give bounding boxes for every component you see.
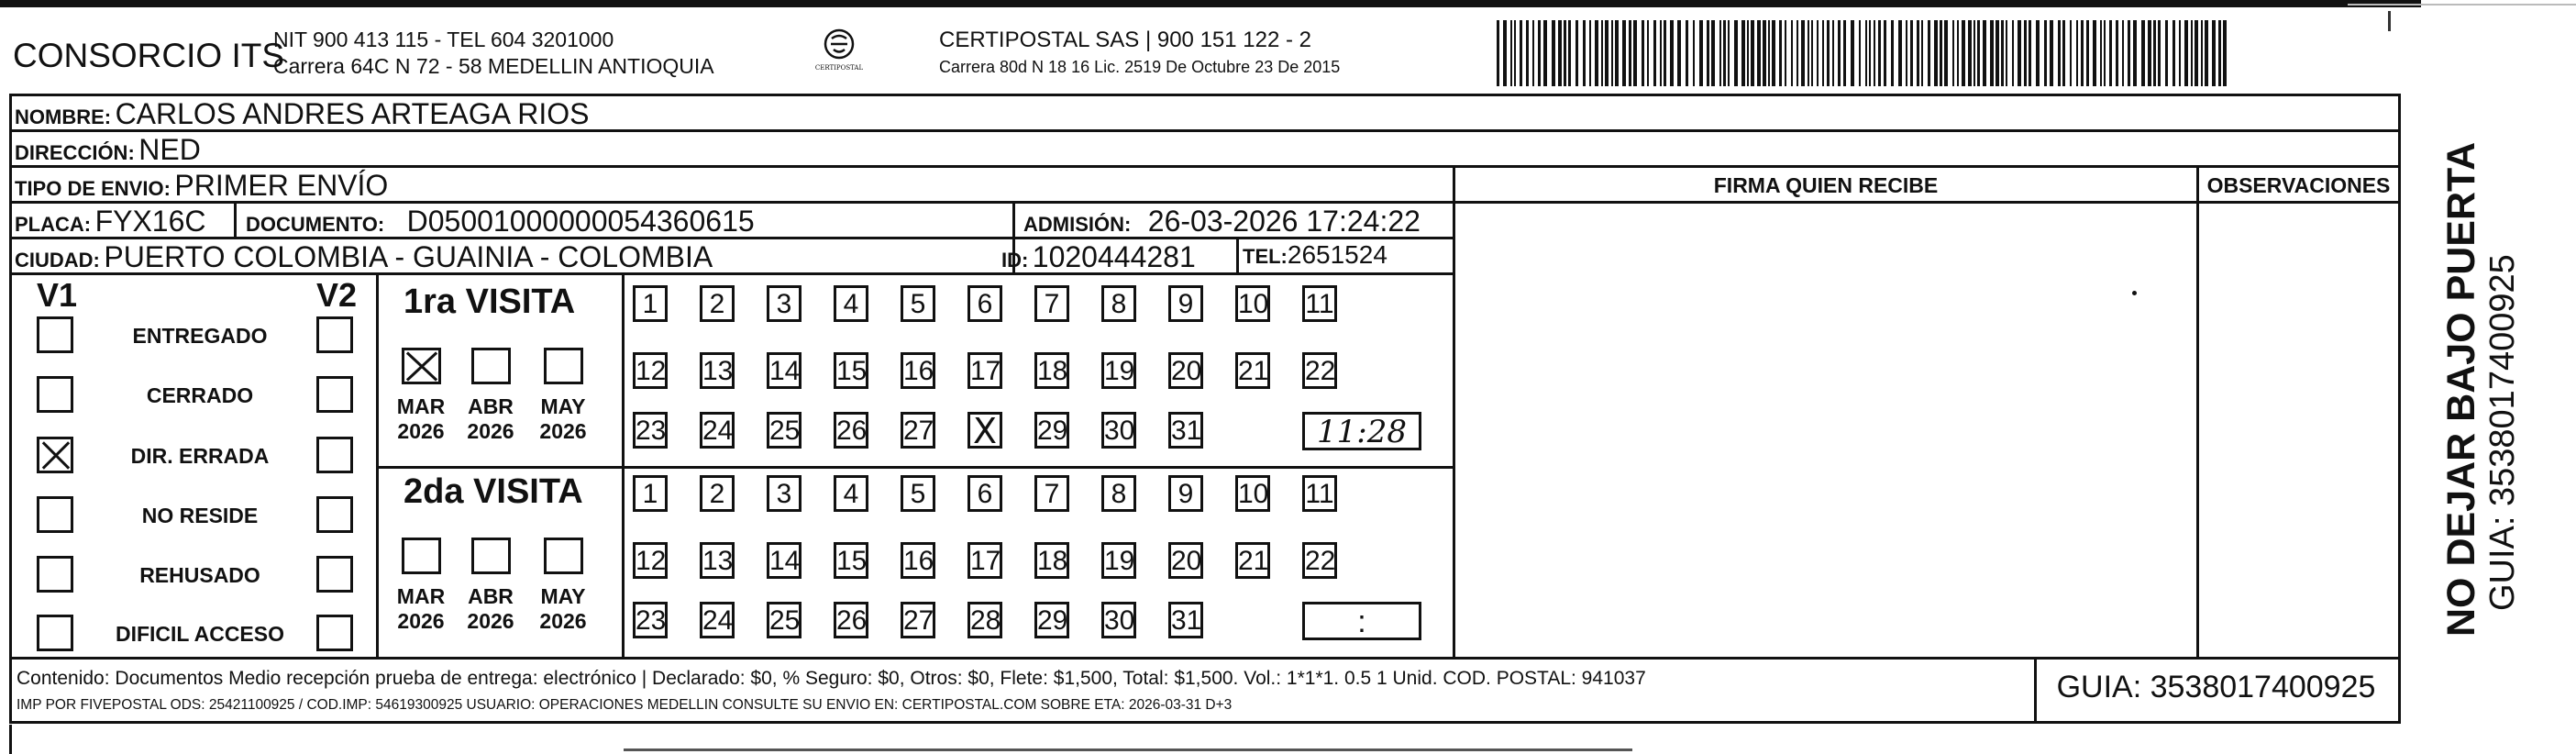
barcode-bar [1503,20,1507,86]
company-address: Carrera 64C N 72 - 58 MEDELLIN ANTIOQUIA [273,54,714,78]
barcode-bar [1741,20,1745,86]
visita2-day-box[interactable]: 26 [834,602,868,638]
status-label: NO RESIDE [141,504,259,527]
carrier-name: CERTIPOSTAL SAS | 900 151 122 - 2 [939,28,1311,52]
visita1-month-label [534,394,592,444]
visita1-day-box[interactable]: 19 [1101,352,1136,389]
visita1-day-box[interactable]: 16 [901,352,935,389]
barcode-bar [1552,20,1555,86]
barcode-bar [1543,20,1547,86]
visita2-day-box[interactable]: 1 [633,475,668,512]
barcode-bar [1763,20,1766,86]
documento-field: DOCUMENTO: D05001000000054360615 [246,205,755,238]
barcode-bar [2050,20,2053,86]
month-year: 2026 [397,609,445,633]
visita1-month-box[interactable] [544,348,583,384]
barcode-bar [1906,20,1907,86]
visita1-day-box[interactable]: 23 [633,412,668,449]
direccion-field: DIRECCIÓN: NED [15,133,201,166]
month-name: MAR [396,394,446,418]
visita2-day-box[interactable]: 23 [633,602,668,638]
visita1-day-box[interactable]: 10 [1235,285,1270,322]
barcode-bar [1934,20,1938,86]
barcode-bar [1859,20,1861,86]
visita2-day-box[interactable]: 22 [1302,542,1337,579]
barcode-bar [1526,20,1529,86]
frame-line [9,721,2401,724]
barcode-bar [1699,20,1703,86]
barcode-bar [1944,20,1948,86]
month-name: ABR [468,584,514,608]
frame-line [2196,165,2199,660]
visita1-day-box[interactable]: 5 [901,285,935,322]
side-warning: NO DEJAR BAJO PUERTA [2439,141,2483,637]
visita2-day-box[interactable]: 27 [901,602,935,638]
crop-mark [9,725,12,754]
v1-checkbox[interactable] [37,556,73,593]
v2-checkbox[interactable] [316,615,353,651]
barcode-bar [2184,20,2188,86]
frame-line [376,272,379,657]
barcode-bar [1615,20,1619,86]
barcode-bar [1801,20,1805,86]
visita2-day-box[interactable]: 17 [967,542,1002,579]
ink-dot [2132,291,2137,295]
barcode-bar [1751,20,1754,86]
barcode-bar [1865,20,1867,86]
barcode-bar [2086,20,2089,86]
barcode-bar [2191,20,2193,86]
barcode-bar [2141,20,2145,86]
barcode-bar [1728,20,1730,86]
visita1-day-box[interactable]: 1 [633,285,668,322]
admision-field: ADMISIÓN: 26-03-2026 17:24:22 [1023,205,1421,238]
visita1-month-box[interactable] [402,348,441,384]
barcode-bar [1660,20,1662,86]
barcode-bar [2122,20,2124,86]
barcode-bar [2109,20,2112,86]
barcode-bar [2081,20,2084,86]
barcode-bar [1808,20,1809,86]
barcode-bar [1558,20,1562,86]
visita2-day-box[interactable]: 21 [1235,542,1270,579]
visita1-day-box[interactable]: 31 [1168,412,1203,449]
visita1-day-box[interactable]: 8 [1101,285,1136,322]
visita1-day-box[interactable]: 4 [834,285,868,322]
visita2-day-box[interactable]: 12 [633,542,668,579]
barcode-bar [1538,20,1541,86]
barcode-bar [1797,20,1798,86]
barcode-bar [2128,20,2130,86]
visita1-day-box[interactable]: 26 [834,412,868,449]
barcode-bar [1677,20,1681,86]
status-label: DIFICIL ACCESO [115,622,284,646]
barcode-bar [1575,20,1578,86]
visita2-day-box[interactable]: 16 [901,542,935,579]
barcode-bar [1711,20,1715,86]
visita1-day-box[interactable]: 24 [700,412,735,449]
company-nit: NIT 900 413 115 - TEL 604 3201000 [273,28,614,51]
barcode-bar [1928,20,1930,86]
barcode-bar [1647,20,1649,86]
barcode-bar [2100,20,2102,86]
status-label: CERRADO [146,383,254,407]
frame-line [9,94,12,724]
visita2-day-box[interactable]: 18 [1034,542,1069,579]
visita1-day-box[interactable]: 27 [901,412,935,449]
barcode-bar [1921,20,1923,86]
top-border [0,0,2421,7]
v2-checkbox[interactable] [316,556,353,593]
barcode-bar [1633,20,1637,86]
imp-line: IMP POR FIVEPOSTAL ODS: 25421100925 / COD.IMP: 54619300925 USUARIO: OPERACIONES MEDELLIN CONSULTE SU ENVIO EN: CERTIPOSTAL.COM SOBRE ETA: 2026-03-31 D+3 [17,697,1233,713]
barcode-bar [2001,20,2004,86]
top-border-thin [2348,4,2576,6]
barcode-bar [1670,20,1674,86]
barcode-bar [2153,20,2156,86]
visita1-day-box[interactable]: 14 [767,352,802,389]
visita1-day-box[interactable]: 7 [1034,285,1069,322]
visita1-day-box[interactable]: 22 [1302,352,1337,389]
barcode-bar [2195,20,2198,86]
barcode-bar [1878,20,1881,86]
frame-line [9,94,2401,96]
frame-line [234,201,237,238]
v1-checkbox[interactable] [37,376,73,413]
visita2-month-box[interactable] [471,538,511,574]
visita2-day-box[interactable]: 5 [901,475,935,512]
barcode-bar [1811,20,1813,86]
visita2-day-box[interactable]: 9 [1168,475,1203,512]
month-year: 2026 [397,419,445,443]
visita2-day-box[interactable]: 19 [1101,542,1136,579]
visita2-month-label [534,584,592,634]
barcode-bar [1719,20,1721,86]
barcode-bar [2223,20,2227,86]
firma-header: FIRMA QUIEN RECIBE [1713,173,1939,197]
barcode-bar [1996,20,1999,86]
barcode-bar [1779,20,1782,86]
barcode-bar [2036,20,2040,86]
barcode-bar [1957,20,1959,86]
barcode-bar [2148,20,2151,86]
barcode-bar [2104,20,2106,86]
barcode-bar [1869,20,1871,86]
barcode-bar [1605,20,1609,86]
barcode-bar [1734,20,1738,86]
month-year: 2026 [539,419,587,443]
visita2-time-box[interactable]: : [1302,602,1421,640]
barcode-bar [1707,20,1709,86]
barcode-bar [1622,20,1626,86]
barcode-bar [1968,20,1972,86]
barcode-bar [1827,20,1830,86]
barcode-bar [1884,20,1886,86]
visita2-day-box[interactable]: 24 [700,602,735,638]
month-name: ABR [468,394,514,418]
barcode-bar [1497,20,1499,86]
frame-line [1453,165,1455,660]
status-label: DIR. ERRADA [130,444,270,468]
carrier-address: Carrera 80d N 18 16 Lic. 2519 De Octubre 23 De 2015 [939,58,1341,76]
visita1-day-box[interactable]: 30 [1101,412,1136,449]
visita2-day-box[interactable]: 13 [700,542,735,579]
logo-text: CERTIPOSTAL [814,64,864,72]
visita2-month-label [392,584,450,634]
barcode [1495,20,2228,86]
visita1-day-box[interactable] [967,412,1002,449]
visita1-month-label [461,394,520,444]
barcode-bar [1686,20,1688,86]
visita2-day-box[interactable]: 11 [1302,475,1337,512]
barcode-bar [1757,20,1761,86]
barcode-bar [2093,20,2096,86]
v1-checkbox[interactable] [37,437,73,473]
barcode-bar [1601,20,1603,86]
visita1-day-box[interactable]: 9 [1168,285,1203,322]
barcode-bar [1990,20,1994,86]
barcode-bar [1747,20,1749,86]
barcode-bar [1940,20,1942,86]
barcode-bar [1983,20,1986,86]
certipostal-logo [812,26,867,77]
visita1-day-box[interactable]: 11 [1302,285,1337,322]
frame-line [9,657,2401,660]
company-name: CONSORCIO ITS [13,37,285,74]
visita2-day-box[interactable]: 7 [1034,475,1069,512]
barcode-bar [2218,20,2221,86]
barcode-bar [1838,20,1841,86]
visita2-title: 2da VISITA [404,472,583,511]
barcode-bar [1564,20,1566,86]
barcode-bar [1952,20,1954,86]
barcode-bar [2165,20,2168,86]
barcode-bar [1772,20,1775,86]
visita1-day-box[interactable]: 21 [1235,352,1270,389]
barcode-bar [1768,20,1770,86]
barcode-bar [1917,20,1919,86]
frame-line [1236,237,1239,272]
visita2-day-box[interactable]: 29 [1034,602,1069,638]
status-label: REHUSADO [139,563,260,587]
frame-line [2398,94,2401,724]
side-text [2439,142,2522,637]
barcode-bar [1514,20,1516,86]
v1-checkbox[interactable] [37,615,73,651]
barcode-bar [1898,20,1902,86]
ciudad-field: CIUDAD: PUERTO COLOMBIA - GUAINIA - COLOMBIA [15,240,713,273]
frame-line [622,272,625,657]
barcode-bar [1611,20,1613,86]
barcode-bar [1693,20,1695,86]
v2-checkbox[interactable] [316,376,353,413]
visita2-day-box[interactable]: 8 [1101,475,1136,512]
barcode-bar [1791,20,1793,86]
barcode-bar [1653,20,1656,86]
visita1-day-box[interactable]: 2 [700,285,735,322]
visita2-day-box[interactable]: 4 [834,475,868,512]
id-field: ID: 1020444281 [1001,240,1196,273]
barcode-bar [1568,20,1571,86]
tipo-envio-field: TIPO DE ENVIO: PRIMER ENVÍO [15,169,389,202]
visita1-day-box[interactable]: 25 [767,412,802,449]
barcode-bar [1642,20,1644,86]
placa-field: PLACA: FYX16C [15,205,206,238]
frame-line [9,165,2401,168]
visita1-day-box[interactable]: 3 [767,285,802,322]
barcode-bar [1822,20,1824,86]
month-name: MAY [540,394,586,418]
barcode-bar [1595,20,1598,86]
visita1-day-box[interactable]: 15 [834,352,868,389]
barcode-bar [1874,20,1875,86]
barcode-bar [1910,20,1913,86]
corner-mark [2388,11,2391,31]
v1-label: V1 [37,276,78,314]
barcode-bar [1817,20,1819,86]
v2-checkbox[interactable] [316,437,353,473]
barcode-bar [1973,20,1975,86]
visita2-day-box[interactable]: 2 [700,475,735,512]
status-label: ENTREGADO [132,324,268,348]
tel-field: TEL:2651524 [1243,240,1388,269]
barcode-bar [1785,20,1786,86]
barcode-bar [2044,20,2047,86]
barcode-bar [2024,20,2027,86]
visita2-day-box[interactable]: 30 [1101,602,1136,638]
v2-label: V2 [316,276,358,314]
month-name: MAY [540,584,586,608]
visita1-day-box[interactable]: 18 [1034,352,1069,389]
barcode-bar [2070,20,2072,86]
visita2-day-box[interactable]: 15 [834,542,868,579]
visita1-title: 1ra VISITA [404,283,576,321]
visita2-day-box[interactable]: 3 [767,475,802,512]
barcode-bar [2201,20,2203,86]
visita2-month-label [461,584,520,634]
barcode-bar [2116,20,2118,86]
v2-checkbox[interactable] [316,496,353,533]
visita2-day-box[interactable]: 31 [1168,602,1203,638]
barcode-bar [1977,20,1980,86]
barcode-bar [2172,20,2175,86]
visita1-day-box[interactable]: 20 [1168,352,1203,389]
barcode-bar [2158,20,2161,86]
month-year: 2026 [467,419,514,443]
visita2-month-box[interactable] [544,538,583,574]
visita1-day-box[interactable]: 13 [700,352,735,389]
nombre-field: NOMBRE: CARLOS ANDRES ARTEAGA RIOS [15,97,590,130]
barcode-bar [1832,20,1834,86]
observaciones-header: OBSERVACIONES [2206,173,2391,197]
visita1-day-box[interactable]: 12 [633,352,668,389]
barcode-bar [1664,20,1666,86]
barcode-bar [2012,20,2014,86]
guia-footer: GUIA: 3538017400925 [2056,670,2376,704]
barcode-bar [1851,20,1854,86]
barcode-bar [1962,20,1965,86]
barcode-bar [2029,20,2031,86]
barcode-bar [2062,20,2065,86]
visita2-month-box[interactable] [402,538,441,574]
frame-line [376,466,1455,469]
barcode-bar [2058,20,2061,86]
barcode-bar [1891,20,1894,86]
crop-mark [624,748,1632,751]
visita2-day-box[interactable]: 14 [767,542,802,579]
v1-checkbox[interactable] [37,316,73,353]
visita1-month-box[interactable] [471,348,511,384]
barcode-bar [2179,20,2181,86]
visita1-month-label [392,394,450,444]
v2-checkbox[interactable] [316,316,353,353]
visita2-day-box[interactable]: 6 [967,475,1002,512]
visita2-day-box[interactable]: 25 [767,602,802,638]
v1-checkbox[interactable] [37,496,73,533]
visita2-day-box[interactable]: 10 [1235,475,1270,512]
barcode-bar [1843,20,1846,86]
barcode-bar [2133,20,2137,86]
month-year: 2026 [467,609,514,633]
barcode-bar [2006,20,2007,86]
visita2-day-box[interactable]: 28 [967,602,1002,638]
contenido-line: Contenido: Documentos Medio recepción prueba de entrega: electrónico | Declarado: $0, % Seguro: $0, Otros: $0, Flete: $1,500, Total: $1,500. Vol.: 1*1*1. 0.5 1 Unid. COD. POSTAL: 941037 [17,668,1646,689]
barcode-bar [2212,20,2216,86]
side-guia: GUIA: 3538017400925 [2483,254,2522,611]
barcode-bar [2076,20,2078,86]
visita1-day-box[interactable]: 6 [967,285,1002,322]
barcode-bar [1532,20,1534,86]
visita1-day-box[interactable]: 29 [1034,412,1069,449]
month-year: 2026 [539,609,587,633]
barcode-bar [2205,20,2208,86]
month-name: MAR [396,584,446,608]
barcode-bar [1583,20,1586,86]
barcode-bar [1723,20,1726,86]
barcode-bar [2018,20,2021,86]
visita1-day-box[interactable]: 17 [967,352,1002,389]
visita2-day-box[interactable]: 20 [1168,542,1203,579]
barcode-bar [1629,20,1631,86]
barcode-bar [1520,20,1522,86]
barcode-bar [1589,20,1591,86]
visita1-time-box[interactable]: 11:28 [1302,412,1421,450]
barcode-bar [1510,20,1512,86]
